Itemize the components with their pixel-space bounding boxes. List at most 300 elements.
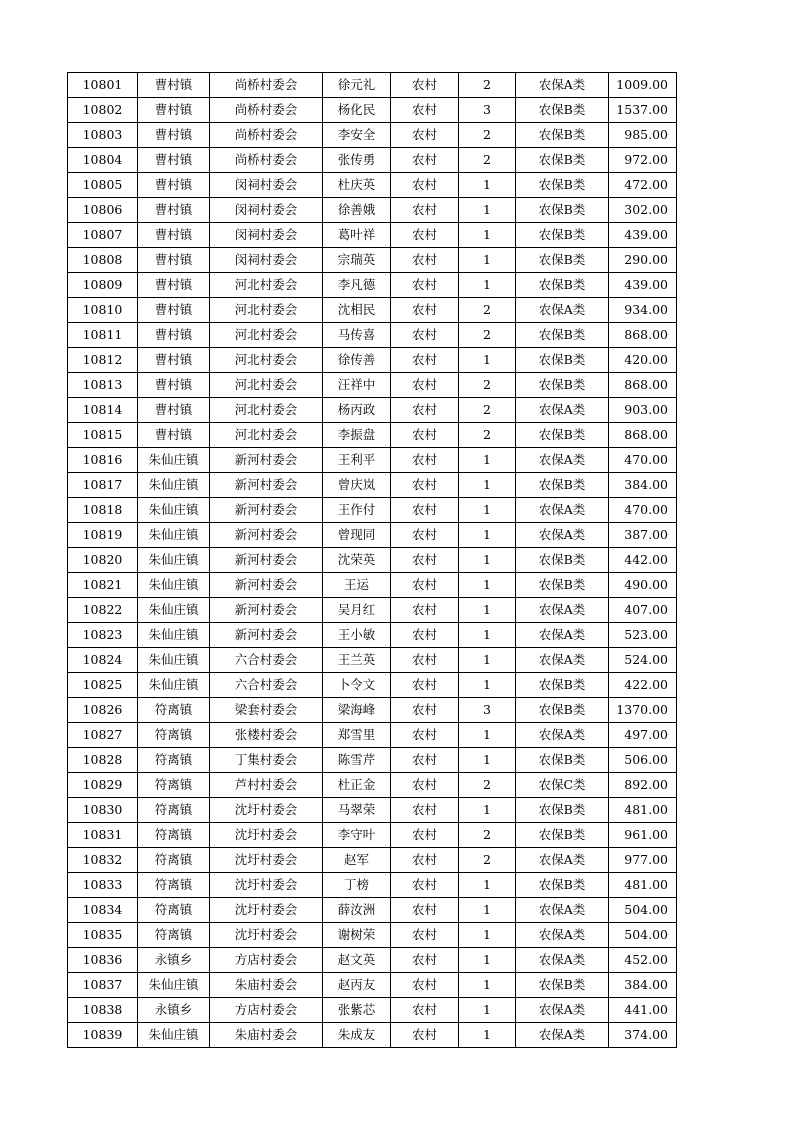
record-id-cell: 10834 xyxy=(68,898,138,923)
persons-cell: 1 xyxy=(459,598,516,623)
record-id-cell: 10816 xyxy=(68,448,138,473)
records-table-body xyxy=(68,73,677,1048)
town-cell: 朱仙庄镇 xyxy=(138,448,210,473)
table-row xyxy=(68,798,677,823)
persons-cell: 1 xyxy=(459,523,516,548)
town-cell: 朱仙庄镇 xyxy=(138,673,210,698)
household-type-cell: 农村 xyxy=(391,823,459,848)
record-id-cell: 10827 xyxy=(68,723,138,748)
category-cell: 农保B类 xyxy=(516,248,609,273)
category-cell: 农保B类 xyxy=(516,548,609,573)
name-cell: 王兰英 xyxy=(323,648,391,673)
record-id-cell: 10802 xyxy=(68,98,138,123)
table-row xyxy=(68,923,677,948)
amount-cell: 481.00 xyxy=(609,873,677,898)
category-cell: 农保A类 xyxy=(516,73,609,98)
persons-cell: 1 xyxy=(459,248,516,273)
name-cell: 梁海峰 xyxy=(323,698,391,723)
persons-cell: 1 xyxy=(459,498,516,523)
table-row xyxy=(68,998,677,1023)
amount-cell: 972.00 xyxy=(609,148,677,173)
amount-cell: 439.00 xyxy=(609,273,677,298)
town-cell: 朱仙庄镇 xyxy=(138,548,210,573)
name-cell: 曾现同 xyxy=(323,523,391,548)
category-cell: 农保A类 xyxy=(516,948,609,973)
village-committee-cell: 沈圩村委会 xyxy=(210,848,323,873)
village-committee-cell: 丁集村委会 xyxy=(210,748,323,773)
town-cell: 永镇乡 xyxy=(138,948,210,973)
amount-cell: 1370.00 xyxy=(609,698,677,723)
name-cell: 赵丙友 xyxy=(323,973,391,998)
record-id-cell: 10826 xyxy=(68,698,138,723)
amount-cell: 892.00 xyxy=(609,773,677,798)
record-id-cell: 10817 xyxy=(68,473,138,498)
household-type-cell: 农村 xyxy=(391,398,459,423)
persons-cell: 2 xyxy=(459,848,516,873)
amount-cell: 504.00 xyxy=(609,898,677,923)
category-cell: 农保A类 xyxy=(516,623,609,648)
town-cell: 朱仙庄镇 xyxy=(138,473,210,498)
category-cell: 农保A类 xyxy=(516,723,609,748)
town-cell: 符离镇 xyxy=(138,773,210,798)
town-cell: 朱仙庄镇 xyxy=(138,623,210,648)
town-cell: 符离镇 xyxy=(138,873,210,898)
persons-cell: 2 xyxy=(459,398,516,423)
amount-cell: 523.00 xyxy=(609,623,677,648)
amount-cell: 384.00 xyxy=(609,973,677,998)
amount-cell: 387.00 xyxy=(609,523,677,548)
table-row xyxy=(68,273,677,298)
category-cell: 农保A类 xyxy=(516,998,609,1023)
amount-cell: 470.00 xyxy=(609,448,677,473)
household-type-cell: 农村 xyxy=(391,198,459,223)
town-cell: 朱仙庄镇 xyxy=(138,598,210,623)
record-id-cell: 10812 xyxy=(68,348,138,373)
record-id-cell: 10823 xyxy=(68,623,138,648)
table-row xyxy=(68,548,677,573)
record-id-cell: 10819 xyxy=(68,523,138,548)
category-cell: 农保B类 xyxy=(516,973,609,998)
village-committee-cell: 新河村委会 xyxy=(210,598,323,623)
name-cell: 杨化民 xyxy=(323,98,391,123)
household-type-cell: 农村 xyxy=(391,873,459,898)
town-cell: 符离镇 xyxy=(138,798,210,823)
town-cell: 符离镇 xyxy=(138,723,210,748)
town-cell: 曹村镇 xyxy=(138,98,210,123)
village-committee-cell: 闵祠村委会 xyxy=(210,223,323,248)
name-cell: 王运 xyxy=(323,573,391,598)
village-committee-cell: 朱庙村委会 xyxy=(210,1023,323,1048)
household-type-cell: 农村 xyxy=(391,973,459,998)
category-cell: 农保B类 xyxy=(516,173,609,198)
amount-cell: 420.00 xyxy=(609,348,677,373)
household-type-cell: 农村 xyxy=(391,998,459,1023)
household-type-cell: 农村 xyxy=(391,148,459,173)
amount-cell: 470.00 xyxy=(609,498,677,523)
name-cell: 李振盘 xyxy=(323,423,391,448)
category-cell: 农保B类 xyxy=(516,323,609,348)
table-row xyxy=(68,373,677,398)
amount-cell: 302.00 xyxy=(609,198,677,223)
amount-cell: 407.00 xyxy=(609,598,677,623)
table-row xyxy=(68,98,677,123)
record-id-cell: 10830 xyxy=(68,798,138,823)
category-cell: 农保B类 xyxy=(516,698,609,723)
category-cell: 农保A类 xyxy=(516,298,609,323)
amount-cell: 422.00 xyxy=(609,673,677,698)
table-row xyxy=(68,598,677,623)
amount-cell: 985.00 xyxy=(609,123,677,148)
town-cell: 曹村镇 xyxy=(138,73,210,98)
village-committee-cell: 新河村委会 xyxy=(210,548,323,573)
persons-cell: 2 xyxy=(459,73,516,98)
town-cell: 曹村镇 xyxy=(138,198,210,223)
persons-cell: 1 xyxy=(459,673,516,698)
amount-cell: 868.00 xyxy=(609,373,677,398)
persons-cell: 1 xyxy=(459,573,516,598)
record-id-cell: 10835 xyxy=(68,923,138,948)
table-row xyxy=(68,248,677,273)
household-type-cell: 农村 xyxy=(391,623,459,648)
category-cell: 农保B类 xyxy=(516,198,609,223)
amount-cell: 439.00 xyxy=(609,223,677,248)
name-cell: 薛汝洲 xyxy=(323,898,391,923)
town-cell: 曹村镇 xyxy=(138,348,210,373)
town-cell: 曹村镇 xyxy=(138,423,210,448)
record-id-cell: 10811 xyxy=(68,323,138,348)
amount-cell: 977.00 xyxy=(609,848,677,873)
record-id-cell: 10813 xyxy=(68,373,138,398)
town-cell: 曹村镇 xyxy=(138,398,210,423)
village-committee-cell: 尚桥村委会 xyxy=(210,148,323,173)
persons-cell: 2 xyxy=(459,123,516,148)
household-type-cell: 农村 xyxy=(391,348,459,373)
record-id-cell: 10828 xyxy=(68,748,138,773)
town-cell: 曹村镇 xyxy=(138,123,210,148)
name-cell: 葛叶祥 xyxy=(323,223,391,248)
name-cell: 王小敏 xyxy=(323,623,391,648)
persons-cell: 1 xyxy=(459,223,516,248)
table-row xyxy=(68,673,677,698)
table-row xyxy=(68,523,677,548)
category-cell: 农保A类 xyxy=(516,448,609,473)
record-id-cell: 10822 xyxy=(68,598,138,623)
amount-cell: 290.00 xyxy=(609,248,677,273)
table-row xyxy=(68,123,677,148)
amount-cell: 961.00 xyxy=(609,823,677,848)
amount-cell: 868.00 xyxy=(609,323,677,348)
category-cell: 农保B类 xyxy=(516,573,609,598)
persons-cell: 1 xyxy=(459,973,516,998)
village-committee-cell: 梁套村委会 xyxy=(210,698,323,723)
record-id-cell: 10825 xyxy=(68,673,138,698)
town-cell: 符离镇 xyxy=(138,748,210,773)
household-type-cell: 农村 xyxy=(391,798,459,823)
name-cell: 赵军 xyxy=(323,848,391,873)
household-type-cell: 农村 xyxy=(391,523,459,548)
village-committee-cell: 沈圩村委会 xyxy=(210,898,323,923)
record-id-cell: 10805 xyxy=(68,173,138,198)
amount-cell: 442.00 xyxy=(609,548,677,573)
household-type-cell: 农村 xyxy=(391,498,459,523)
name-cell: 王利平 xyxy=(323,448,391,473)
village-committee-cell: 新河村委会 xyxy=(210,498,323,523)
village-committee-cell: 河北村委会 xyxy=(210,348,323,373)
household-type-cell: 农村 xyxy=(391,423,459,448)
record-id-cell: 10808 xyxy=(68,248,138,273)
village-committee-cell: 尚桥村委会 xyxy=(210,123,323,148)
category-cell: 农保B类 xyxy=(516,823,609,848)
table-row xyxy=(68,773,677,798)
persons-cell: 1 xyxy=(459,873,516,898)
table-row xyxy=(68,423,677,448)
category-cell: 农保B类 xyxy=(516,473,609,498)
record-id-cell: 10836 xyxy=(68,948,138,973)
persons-cell: 1 xyxy=(459,448,516,473)
amount-cell: 934.00 xyxy=(609,298,677,323)
town-cell: 朱仙庄镇 xyxy=(138,573,210,598)
table-row xyxy=(68,948,677,973)
record-id-cell: 10806 xyxy=(68,198,138,223)
persons-cell: 1 xyxy=(459,998,516,1023)
name-cell: 张传勇 xyxy=(323,148,391,173)
category-cell: 农保A类 xyxy=(516,648,609,673)
table-row xyxy=(68,573,677,598)
name-cell: 沈相民 xyxy=(323,298,391,323)
table-row xyxy=(68,898,677,923)
village-committee-cell: 朱庙村委会 xyxy=(210,973,323,998)
category-cell: 农保B类 xyxy=(516,123,609,148)
category-cell: 农保A类 xyxy=(516,498,609,523)
table-row xyxy=(68,623,677,648)
table-row xyxy=(68,698,677,723)
town-cell: 曹村镇 xyxy=(138,323,210,348)
amount-cell: 868.00 xyxy=(609,423,677,448)
amount-cell: 1537.00 xyxy=(609,98,677,123)
category-cell: 农保B类 xyxy=(516,148,609,173)
name-cell: 陈雪芹 xyxy=(323,748,391,773)
household-type-cell: 农村 xyxy=(391,848,459,873)
persons-cell: 2 xyxy=(459,323,516,348)
town-cell: 符离镇 xyxy=(138,898,210,923)
records-table xyxy=(67,72,677,1048)
town-cell: 朱仙庄镇 xyxy=(138,523,210,548)
category-cell: 农保B类 xyxy=(516,873,609,898)
town-cell: 曹村镇 xyxy=(138,298,210,323)
village-committee-cell: 尚桥村委会 xyxy=(210,73,323,98)
category-cell: 农保B类 xyxy=(516,373,609,398)
household-type-cell: 农村 xyxy=(391,173,459,198)
village-committee-cell: 六合村委会 xyxy=(210,648,323,673)
household-type-cell: 农村 xyxy=(391,373,459,398)
household-type-cell: 农村 xyxy=(391,473,459,498)
household-type-cell: 农村 xyxy=(391,73,459,98)
town-cell: 曹村镇 xyxy=(138,223,210,248)
village-committee-cell: 沈圩村委会 xyxy=(210,798,323,823)
amount-cell: 1009.00 xyxy=(609,73,677,98)
town-cell: 符离镇 xyxy=(138,923,210,948)
table-row xyxy=(68,823,677,848)
category-cell: 农保A类 xyxy=(516,398,609,423)
name-cell: 丁榜 xyxy=(323,873,391,898)
town-cell: 曹村镇 xyxy=(138,248,210,273)
category-cell: 农保A类 xyxy=(516,848,609,873)
name-cell: 李凡德 xyxy=(323,273,391,298)
record-id-cell: 10838 xyxy=(68,998,138,1023)
record-id-cell: 10832 xyxy=(68,848,138,873)
persons-cell: 1 xyxy=(459,623,516,648)
name-cell: 郑雪里 xyxy=(323,723,391,748)
household-type-cell: 农村 xyxy=(391,323,459,348)
amount-cell: 441.00 xyxy=(609,998,677,1023)
name-cell: 沈荣英 xyxy=(323,548,391,573)
name-cell: 杨丙政 xyxy=(323,398,391,423)
name-cell: 马传喜 xyxy=(323,323,391,348)
persons-cell: 1 xyxy=(459,898,516,923)
record-id-cell: 10801 xyxy=(68,73,138,98)
record-id-cell: 10839 xyxy=(68,1023,138,1048)
village-committee-cell: 沈圩村委会 xyxy=(210,923,323,948)
household-type-cell: 农村 xyxy=(391,723,459,748)
table-row xyxy=(68,748,677,773)
record-id-cell: 10810 xyxy=(68,298,138,323)
category-cell: 农保B类 xyxy=(516,348,609,373)
record-id-cell: 10829 xyxy=(68,773,138,798)
table-row xyxy=(68,323,677,348)
household-type-cell: 农村 xyxy=(391,948,459,973)
name-cell: 徐善娥 xyxy=(323,198,391,223)
household-type-cell: 农村 xyxy=(391,98,459,123)
amount-cell: 497.00 xyxy=(609,723,677,748)
village-committee-cell: 沈圩村委会 xyxy=(210,873,323,898)
amount-cell: 903.00 xyxy=(609,398,677,423)
amount-cell: 481.00 xyxy=(609,798,677,823)
village-committee-cell: 方店村委会 xyxy=(210,998,323,1023)
amount-cell: 506.00 xyxy=(609,748,677,773)
record-id-cell: 10833 xyxy=(68,873,138,898)
table-row xyxy=(68,848,677,873)
amount-cell: 472.00 xyxy=(609,173,677,198)
category-cell: 农保A类 xyxy=(516,1023,609,1048)
record-id-cell: 10818 xyxy=(68,498,138,523)
category-cell: 农保A类 xyxy=(516,523,609,548)
town-cell: 朱仙庄镇 xyxy=(138,648,210,673)
town-cell: 曹村镇 xyxy=(138,173,210,198)
persons-cell: 1 xyxy=(459,1023,516,1048)
household-type-cell: 农村 xyxy=(391,898,459,923)
table-row xyxy=(68,723,677,748)
village-committee-cell: 新河村委会 xyxy=(210,623,323,648)
persons-cell: 2 xyxy=(459,773,516,798)
town-cell: 朱仙庄镇 xyxy=(138,498,210,523)
persons-cell: 2 xyxy=(459,823,516,848)
name-cell: 李安全 xyxy=(323,123,391,148)
name-cell: 吴月红 xyxy=(323,598,391,623)
table-row xyxy=(68,173,677,198)
name-cell: 徐元礼 xyxy=(323,73,391,98)
name-cell: 张紫芯 xyxy=(323,998,391,1023)
village-committee-cell: 沈圩村委会 xyxy=(210,823,323,848)
amount-cell: 524.00 xyxy=(609,648,677,673)
category-cell: 农保B类 xyxy=(516,673,609,698)
amount-cell: 490.00 xyxy=(609,573,677,598)
name-cell: 谢树荣 xyxy=(323,923,391,948)
persons-cell: 1 xyxy=(459,798,516,823)
village-committee-cell: 闵祠村委会 xyxy=(210,198,323,223)
household-type-cell: 农村 xyxy=(391,598,459,623)
persons-cell: 3 xyxy=(459,698,516,723)
category-cell: 农保A类 xyxy=(516,923,609,948)
household-type-cell: 农村 xyxy=(391,773,459,798)
town-cell: 朱仙庄镇 xyxy=(138,1023,210,1048)
household-type-cell: 农村 xyxy=(391,748,459,773)
persons-cell: 1 xyxy=(459,748,516,773)
persons-cell: 3 xyxy=(459,98,516,123)
household-type-cell: 农村 xyxy=(391,248,459,273)
village-committee-cell: 尚桥村委会 xyxy=(210,98,323,123)
table-row xyxy=(68,148,677,173)
category-cell: 农保B类 xyxy=(516,798,609,823)
village-committee-cell: 六合村委会 xyxy=(210,673,323,698)
persons-cell: 2 xyxy=(459,373,516,398)
persons-cell: 1 xyxy=(459,473,516,498)
name-cell: 汪祥中 xyxy=(323,373,391,398)
household-type-cell: 农村 xyxy=(391,448,459,473)
village-committee-cell: 河北村委会 xyxy=(210,323,323,348)
name-cell: 宗瑞英 xyxy=(323,248,391,273)
record-id-cell: 10815 xyxy=(68,423,138,448)
town-cell: 曹村镇 xyxy=(138,373,210,398)
town-cell: 朱仙庄镇 xyxy=(138,973,210,998)
table-row xyxy=(68,1023,677,1048)
name-cell: 李守叶 xyxy=(323,823,391,848)
table-row xyxy=(68,198,677,223)
record-id-cell: 10804 xyxy=(68,148,138,173)
name-cell: 马翠荣 xyxy=(323,798,391,823)
table-row xyxy=(68,973,677,998)
record-id-cell: 10831 xyxy=(68,823,138,848)
village-committee-cell: 新河村委会 xyxy=(210,473,323,498)
record-id-cell: 10820 xyxy=(68,548,138,573)
household-type-cell: 农村 xyxy=(391,273,459,298)
category-cell: 农保B类 xyxy=(516,98,609,123)
persons-cell: 1 xyxy=(459,948,516,973)
record-id-cell: 10807 xyxy=(68,223,138,248)
table-row xyxy=(68,473,677,498)
persons-cell: 1 xyxy=(459,548,516,573)
persons-cell: 1 xyxy=(459,723,516,748)
record-id-cell: 10837 xyxy=(68,973,138,998)
persons-cell: 1 xyxy=(459,173,516,198)
amount-cell: 452.00 xyxy=(609,948,677,973)
table-row xyxy=(68,648,677,673)
town-cell: 符离镇 xyxy=(138,848,210,873)
category-cell: 农保B类 xyxy=(516,423,609,448)
town-cell: 曹村镇 xyxy=(138,148,210,173)
village-committee-cell: 闵祠村委会 xyxy=(210,173,323,198)
category-cell: 农保B类 xyxy=(516,748,609,773)
name-cell: 杜正金 xyxy=(323,773,391,798)
record-id-cell: 10809 xyxy=(68,273,138,298)
village-committee-cell: 河北村委会 xyxy=(210,398,323,423)
table-row xyxy=(68,348,677,373)
town-cell: 符离镇 xyxy=(138,698,210,723)
household-type-cell: 农村 xyxy=(391,673,459,698)
household-type-cell: 农村 xyxy=(391,123,459,148)
record-id-cell: 10824 xyxy=(68,648,138,673)
village-committee-cell: 新河村委会 xyxy=(210,448,323,473)
record-id-cell: 10814 xyxy=(68,398,138,423)
